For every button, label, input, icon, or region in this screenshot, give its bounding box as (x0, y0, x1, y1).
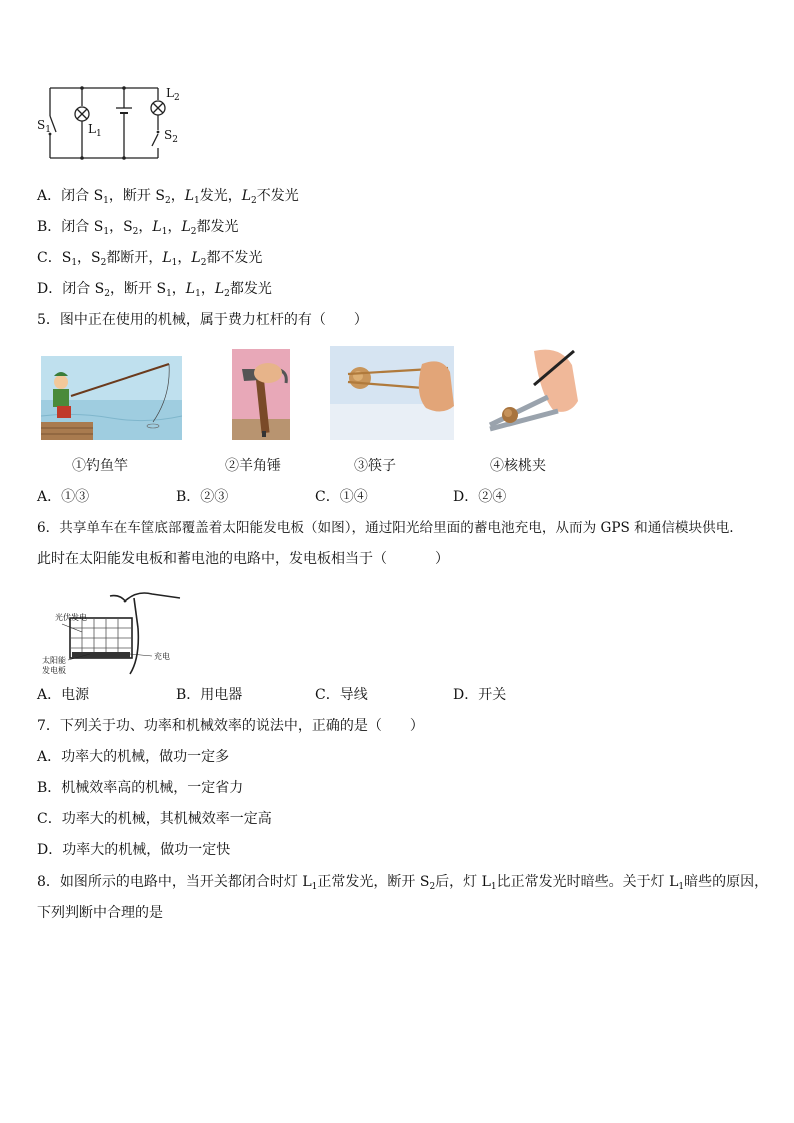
label-panel-2: 发电板 (42, 666, 66, 675)
q4-option-c: C．$S_1$，$S_2$都断开，$L_1$，$L_2$都不发光 (37, 250, 263, 268)
claw-hammer-image (232, 349, 290, 440)
caption-fishing-rod: ①钓鱼竿 (72, 458, 128, 474)
q6-option-c: C．导线 (315, 687, 368, 703)
q6-option-a: A．电源 (37, 687, 90, 703)
q8-stem-line2: 下列判断中合理的是 (37, 905, 163, 921)
label-charge: 充电 (154, 652, 170, 661)
q6-stem-line2: 此时在太阳能发电板和蓄电池的电路中，发电板相当于（ ） (37, 551, 449, 567)
q4-option-a: A．闭合 $S_1$，断开 $S_2$，$L_1$发光，$L_2$不发光 (37, 188, 299, 206)
label-pv: 光伏发电 (55, 613, 87, 622)
fishing-rod-image (41, 356, 182, 440)
q8-stem-line1: 8．如图所示的电路中，当开关都闭合时灯 $L_1$正常发光，断开 $S_2$后，灯 $L_1$比正常发光时暗些。关于灯 $L_1$暗些的原因， (37, 874, 769, 892)
label-s2: $S_2$ (164, 128, 178, 145)
q7-stem: 7．下列关于功、功率和机械效率的说法中，正确的是（ ） (37, 718, 424, 734)
chopsticks-image (330, 346, 454, 440)
q5-option-b: B．②③ (176, 489, 229, 505)
q7-option-c: C．功率大的机械，其机械效率一定高 (37, 811, 272, 827)
label-l1: $L_1$ (88, 122, 102, 139)
q5-option-d: D．②④ (453, 489, 507, 505)
q6-option-b: B．用电器 (176, 687, 243, 703)
q7-option-d: D．功率大的机械，做功一定快 (37, 842, 231, 858)
q5-stem: 5．图中正在使用的机械，属于费力杠杆的有（ ） (37, 312, 368, 328)
q4-option-d: D．闭合 $S_2$，断开 $S_1$，$L_1$，$L_2$都发光 (37, 281, 272, 299)
caption-chopsticks: ③筷子 (354, 458, 396, 474)
caption-nutcracker: ④核桃夹 (490, 458, 546, 474)
q6-stem-line1: 6．共享单车在车筐底部覆盖着太阳能发电板（如图），通过阳光给里面的蓄电池充电，从而为 GPS 和通信模块供电. (37, 520, 734, 536)
q5-option-c: C．①④ (315, 489, 368, 505)
circuit-diagram (36, 80, 186, 166)
caption-claw-hammer: ②羊角锤 (225, 458, 281, 474)
q6-option-d: D．开关 (453, 687, 507, 703)
label-l2: $L_2$ (166, 86, 180, 103)
nutcracker-image (474, 345, 578, 435)
q7-option-a: A．功率大的机械，做功一定多 (37, 749, 230, 765)
label-panel-1: 太阳能 (42, 656, 66, 665)
q4-option-b: B．闭合 $S_1$，$S_2$，$L_1$，$L_2$都发光 (37, 219, 239, 237)
q5-option-a: A．①③ (37, 489, 90, 505)
q7-option-b: B．机械效率高的机械，一定省力 (37, 780, 244, 796)
label-s1: $S_1$ (37, 118, 51, 135)
